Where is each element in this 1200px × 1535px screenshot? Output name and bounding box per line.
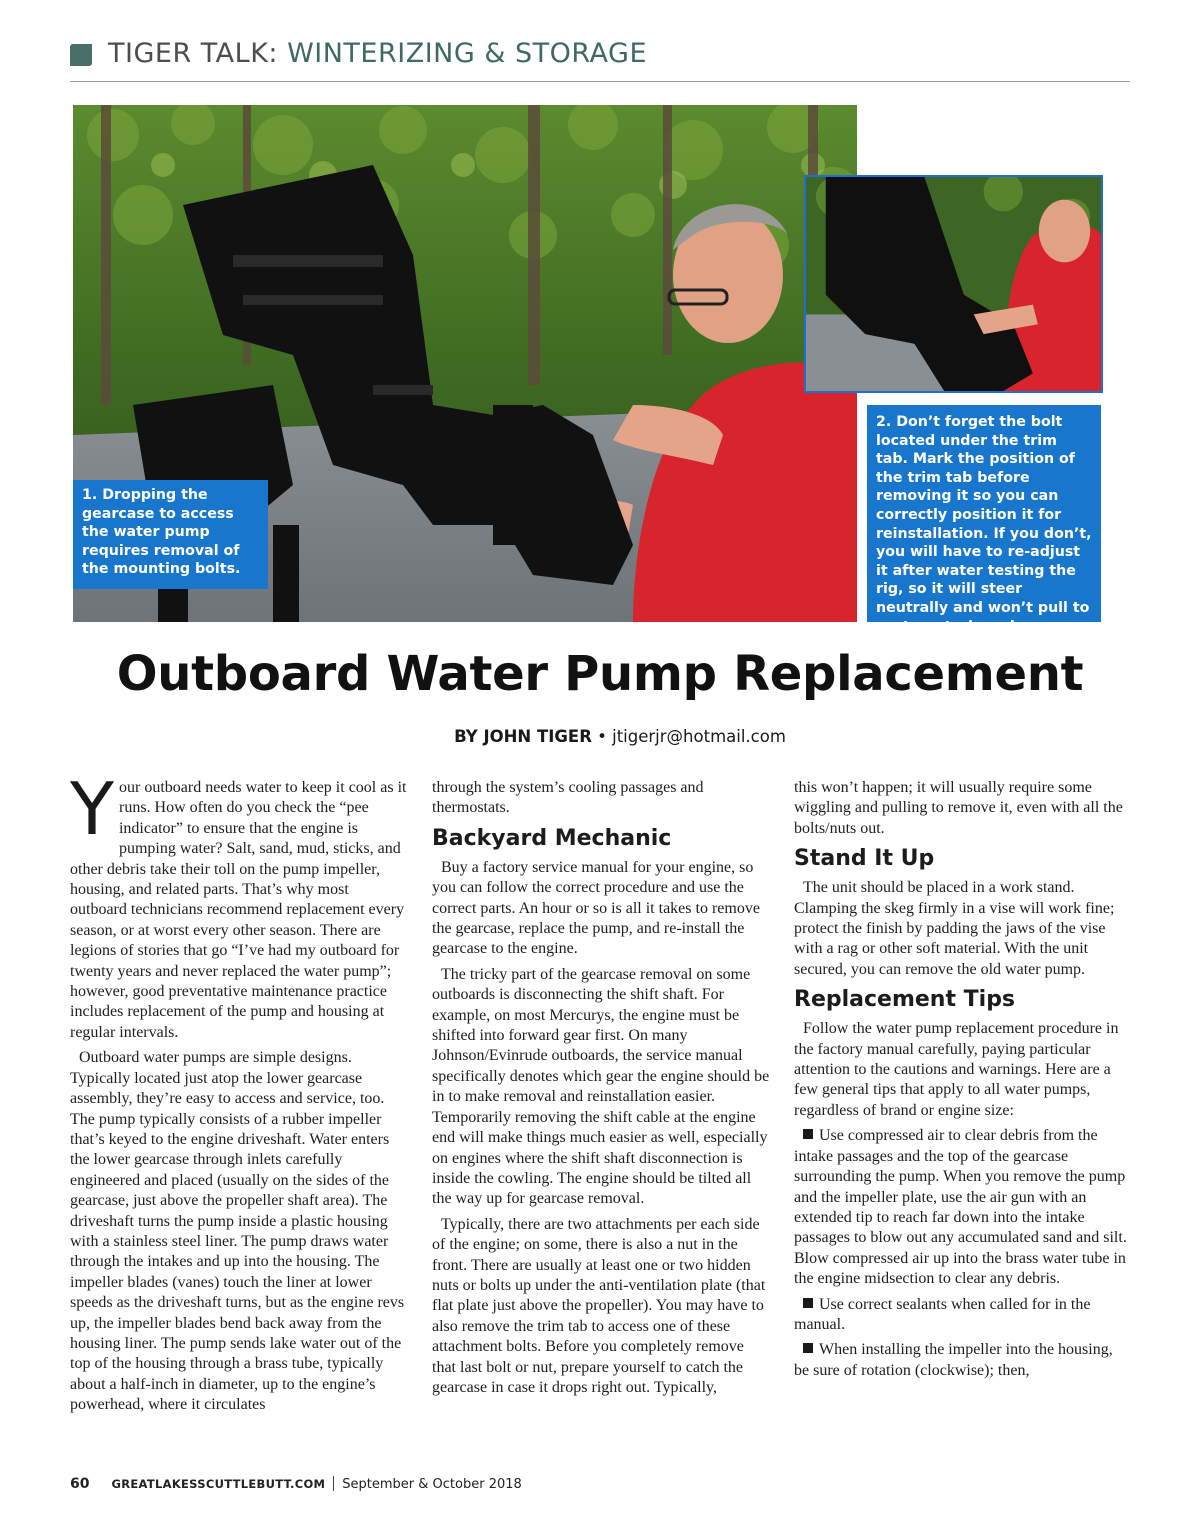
bullet-text: When installing the impeller into the housing, be sure of rotation (clockwise); then, [794,1341,1113,1379]
byline-author: BY JOHN TIGER [454,727,592,746]
bullet-item [794,1126,1130,1289]
paragraph: Buy a factory service manual for your engine, so you can follow the correct procedure and use the correct parts. An hour or so is all it takes to remove the gearcase, replace the pump, and re-install the gearcase to the engine. [432,858,760,958]
paragraph: Typically, there are two attachments per each side of the engine; on some, there is also a nut in the front. There are usually at least one or two hidden nuts or bolts up under the anti-ventilation plate (that flat plate just above the propeller). You may have to also remove the trim tab to access one of these attachment bolts. Before you completely remove that last bolt or nut, prepare yourself to catch the gearcase in case it drops right out. Typically, [432,1215,766,1396]
byline [0,727,1200,746]
page-number: 60 [70,1476,90,1492]
bullet-item [794,1295,1130,1336]
square-bullet-icon [803,1343,813,1353]
footer-divider [333,1476,334,1491]
site-link[interactable]: GREATLAKESSCUTTLEBUTT.COM [111,1477,326,1491]
article-column-2 [432,778,770,1403]
subheading-replacement-tips: Replacement Tips [794,987,1016,1013]
subheading-backyard-mechanic: Backyard Mechanic [432,825,672,851]
page-footer [70,1476,522,1492]
article-column-3 [794,778,1130,1386]
bullet-text: Use compressed air to clear debris from the intake passages and the top of the gearcase surrounding the pump. When you remove the pump and the impeller plate, use the air gun with an extended tip to reach far down into the intake passages to blow out any accumulated sand and silt. Blow compressed air up into the brass water tube in the engine midsection to clear any debris. [794,1127,1127,1288]
header-square-icon [70,44,92,66]
bullet-item [794,1340,1130,1381]
inset-photo-image [806,177,1101,391]
paragraph: Outboard water pumps are simple designs. Typically located just atop the lower gearcase assembly, they’re easy to access and service, too. The pump typically consists of a rubber impeller that’s keyed to the engine driveshaft. Water enters the lower gearcase through inlets carefully engineered and placed (usually on the sides of the gearcase, just above the propeller shaft area). The driveshaft turns the pump inside a plastic housing with a stainless steel liner. The pump draws water through the intakes and up into the housing. The impeller blades (vanes) touch the liner at lower speeds as the driveshaft turns, but as the engine revs up, the impeller blades bend back away from the housing liner. The pump sends lake water out of the top of the housing through a brass tube, typically about a half-inch in diameter, up to the engine’s powerhead, where it circulates [70,1049,405,1414]
inset-photo [804,175,1103,393]
paragraph-text: our outboard needs water to keep it cool as it runs. How often do you check the “pee indicator” to ensure that the engine is pumping water? Salt, sand, mud, sticks, and other debris take their toll on the pump impeller, housing, and related parts. That’s why most outboard technicians recommend replacement every season, or at worst every other season. There are legions of stories that go “I’ve had my outboard for twenty years and never replaced the water pump”; however, good preventative maintenance practice includes replacement of the pump and housing at regular intervals. [70,779,407,1041]
section-prefix: TIGER TALK: [108,38,288,69]
bullet-text: Use correct sealants when called for in the manual. [794,1295,1091,1333]
paragraph: The unit should be placed in a work stand. Clamping the skeg firmly in a vise will work fine; protect the finish by padding the jaws of the vise with a rag or other soft material. With the unit secured, you can remove the old water pump. [794,879,1115,978]
article-column-1 [70,767,408,1421]
paragraph: The tricky part of the gearcase removal on some outboards is disconnecting the shift shaft. For example, on most Mercurys, the engine must be shifted into forward gear first. On many Johnson/Evinrude outboards, the service manual specifically denotes which gear the engine should be in to make removal and reinstallation easier. Temporarily removing the shift cable at the engine end will make things much easier as well, especially on engines where the shift shaft disconnection is inside the cowling. The engine should be tilted all the way up for gearcase removal. [432,965,770,1208]
article-title: Outboard Water Pump Replacement [116,646,1084,702]
issue-date: September & October 2018 [342,1477,522,1492]
photo-caption-1: 1. Dropping the gearcase to access the water pump requires removal of the mounting bolts. [73,480,268,589]
paragraph: Follow the water pump replacement procedure in the factory manual carefully, paying particular attention to the cautions and warnings. Here are a few general tips that apply to all water pumps, regardless of brand or engine size: [794,1020,1119,1119]
section-title [108,38,647,69]
photo-caption-2: 2. Don’t forget the bolt located under the trim tab. Mark the position of the trim tab before removing it so you can correctly position it for reinstallation. If you don’t, you will have to re-adjust it after water testing the rig, so it will steer neutrally and won’t pull to port or starboard. [867,405,1101,622]
section-header [70,36,1130,82]
section-topic: WINTERIZING & STORAGE [287,38,648,69]
square-bullet-icon [803,1298,813,1308]
drop-cap: Y [70,767,114,851]
paragraph: through the system’s cooling passages and thermostats. [432,779,704,817]
square-bullet-icon [803,1129,813,1139]
paragraph: this won’t happen; it will usually require some wiggling and pulling to remove it, even with all the bolts/nuts out. [794,779,1123,837]
byline-email: • jtigerjr@hotmail.com [591,727,786,746]
subheading-stand-it-up: Stand It Up [794,846,935,872]
paragraph [70,767,408,1043]
